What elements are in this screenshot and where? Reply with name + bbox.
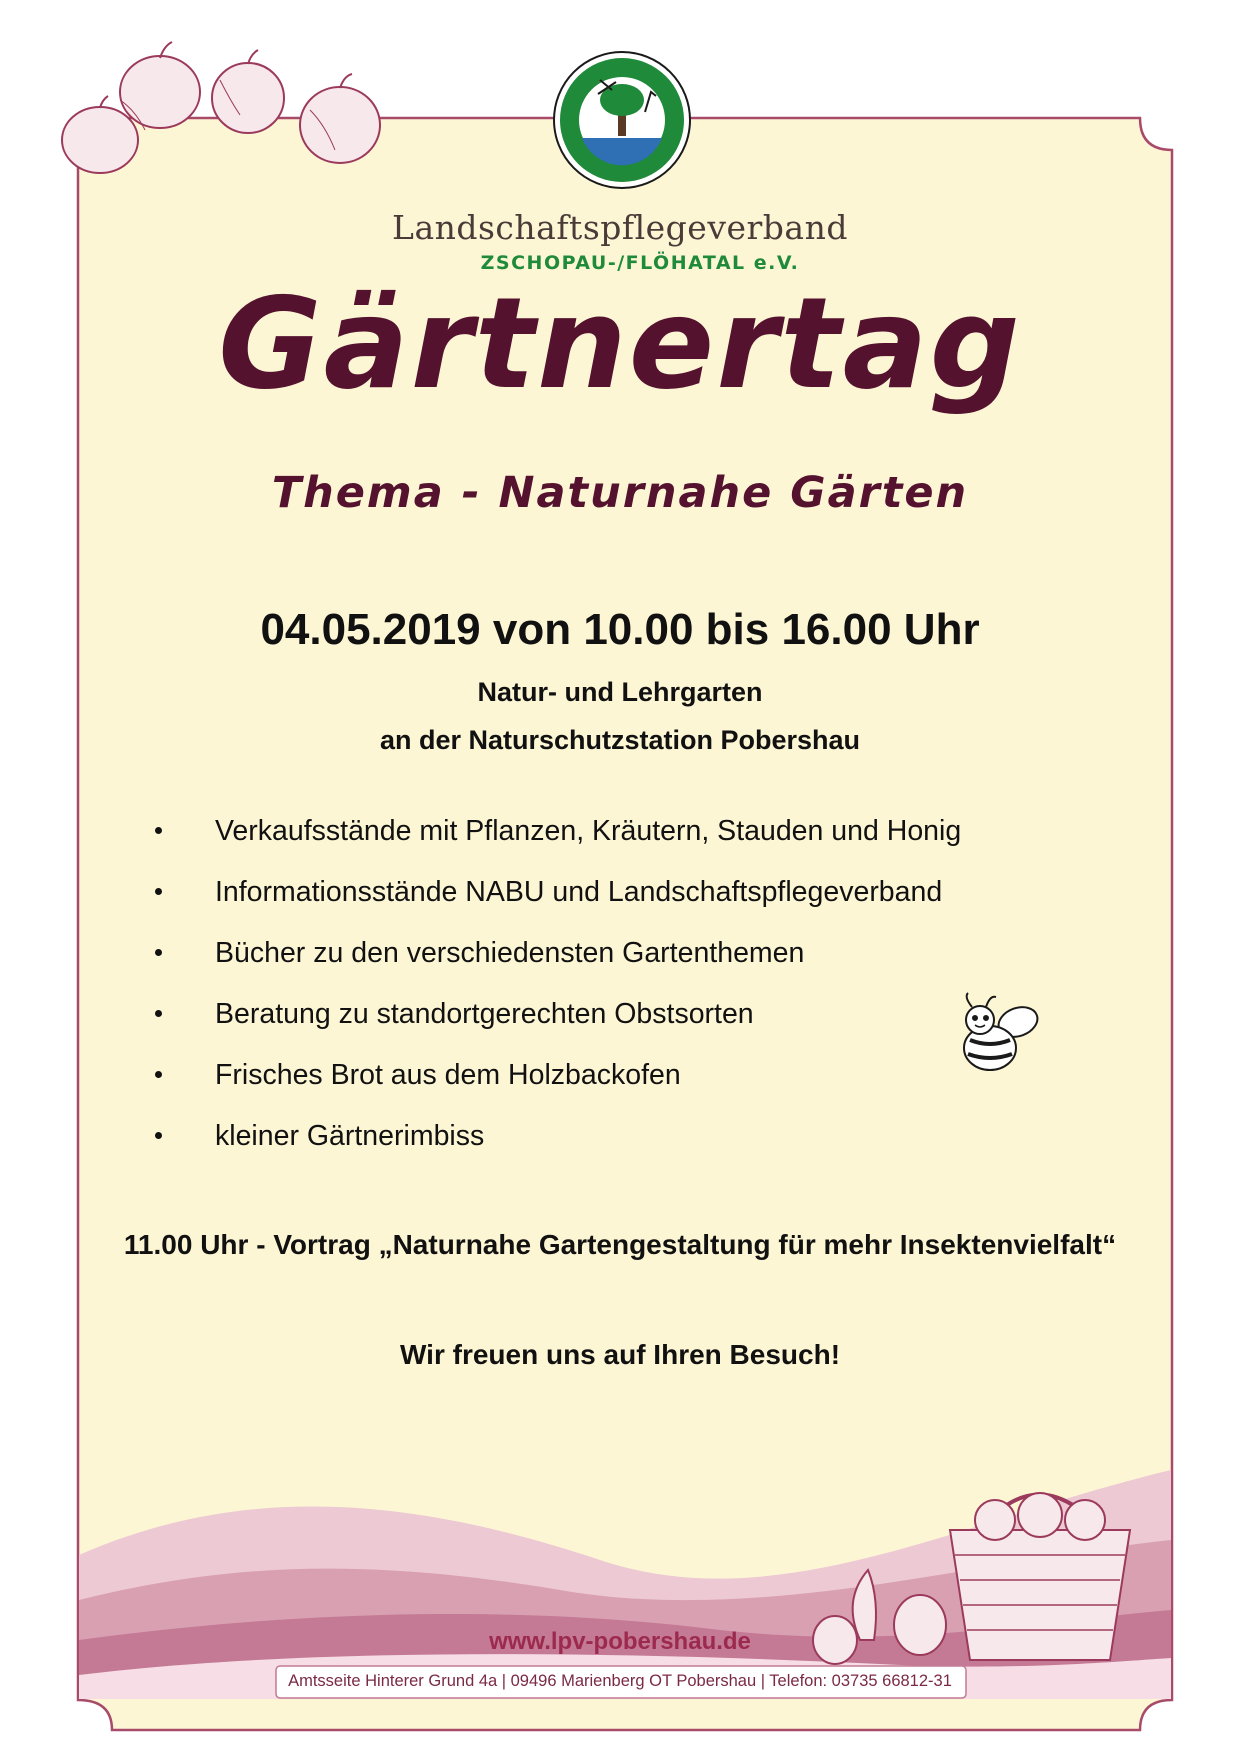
organization-name: Landschaftspflegeverband <box>392 208 848 247</box>
bullet-icon <box>155 827 162 834</box>
offer-text: kleiner Gärtnerimbiss <box>215 1120 485 1152</box>
bullet-icon <box>155 1132 162 1139</box>
offers-list <box>155 813 961 1179</box>
talk-announcement: 11.00 Uhr - Vortrag „Naturnahe Gartengestaltung für mehr Insektenvielfalt“ <box>123 1229 1117 1260</box>
logo-emblem <box>554 52 690 188</box>
offer-text: Bücher zu den verschiedensten Gartenthemen <box>215 937 805 969</box>
welcome-text: Wir freuen uns auf Ihren Besuch! <box>399 1339 841 1370</box>
event-subtitle: Thema - Naturnahe Gärten <box>271 468 969 518</box>
list-item <box>155 1057 961 1118</box>
offer-text: Beratung zu standortgerechten Obstsorten <box>215 998 754 1030</box>
organization-subtitle: ZSCHOPAU-/FLÖHATAL e.V. <box>480 252 800 274</box>
event-location-line2: an der Naturschutzstation Pobershau <box>379 725 861 755</box>
offer-text: Informationsstände NABU und Landschaftspflegeverband <box>215 876 943 908</box>
list-item <box>155 874 961 935</box>
offer-text: Verkaufsstände mit Pflanzen, Kräutern, Stauden und Honig <box>215 815 962 847</box>
offer-text: Frisches Brot aus dem Holzbackofen <box>215 1059 681 1091</box>
footer-address: Amtsseite Hinterer Grund 4a | 09496 Marienberg OT Pobershau | Telefon: 03735 66812-31 <box>288 1672 952 1690</box>
event-location-line1: Natur- und Lehrgarten <box>477 677 763 707</box>
list-item <box>155 813 961 874</box>
bullet-icon <box>155 949 162 956</box>
list-item <box>155 1118 961 1179</box>
event-datetime: 04.05.2019 von 10.00 bis 16.00 Uhr <box>260 605 980 654</box>
bullet-icon <box>155 1010 162 1017</box>
bullet-icon <box>155 1071 162 1078</box>
event-title: Gärtnertag <box>218 270 1022 417</box>
list-item <box>155 996 961 1057</box>
list-item <box>155 935 961 996</box>
website-link[interactable]: www.lpv-pobershau.de <box>489 1628 751 1655</box>
bullet-icon <box>155 888 162 895</box>
